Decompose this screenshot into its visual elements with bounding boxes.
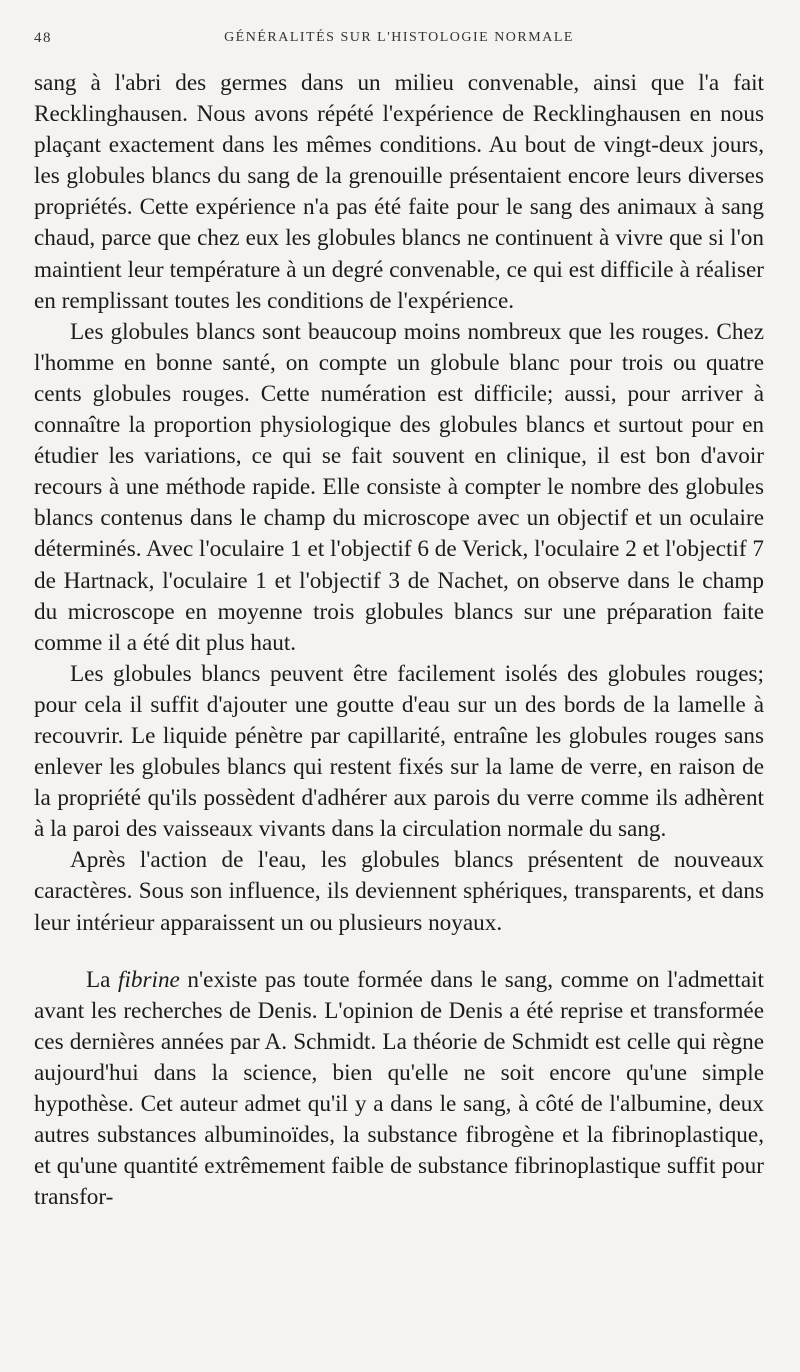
paragraph-4: Après l'action de l'eau, les globules blancs présentent de nouveaux caractères. Sous son influence, ils deviennent sphériques, transparents, et dans leur intérieur apparaissent un ou plusieurs noyaux. [34, 847, 764, 936]
running-header [34, 30, 764, 60]
fibrine-term: fibrine [118, 966, 180, 993]
paragraph-5-text: n'existe pas toute formée dans le sang, comme on l'admettait avant les recherches de Denis. L'opinion de Denis a été reprise et transformée ces dernières années par A. Schmidt. La théorie de Schmidt est celle qui règne aujourd'hui dans la science, bien qu'elle ne soit encore qu'une simple hypothèse. Cet auteur admet qu'il y a dans le sang, à côté de l'albumine, deux autres substances albuminoïdes, la substance fibrogène et la fibrinoplastique, et qu'une quantité extrêmement faible de substance fibrinoplastique suffit pour transfor- [34, 966, 764, 1211]
section-spacer [34, 939, 764, 965]
paragraph-5-lead: La [86, 966, 119, 993]
running-title: GÉNÉRALITÉS SUR L'HISTOLOGIE NORMALE [224, 30, 574, 45]
paragraph-5 [34, 965, 764, 1214]
paragraph-3: Les globules blancs peuvent être facilement isolés des globules rouges; pour cela il suffit d'ajouter une goutte d'eau sur un des bords de la lamelle à recouvrir. Le liquide pénètre par capillarité, entraîne les globules rouges sans enlever les globules blancs qui restent fixés sur la lame de verre, en raison de la propriété qu'ils possèdent d'adhérer aux parois du verre comme ils adhèrent à la paroi des vaisseaux vivants dans la circulation normale du sang. [34, 660, 764, 843]
paragraph-2: Les globules blancs sont beaucoup moins nombreux que les rouges. Chez l'homme en bonne santé, on compte un globule blanc pour trois ou quatre cents globules rouges. Cette numération est difficile; aussi, pour arriver à connaître la proportion physiologique des globules blancs et surtout pour en étudier les variations, ce qui se fait souvent en clinique, il est bon d'avoir recours à une méthode rapide. Elle consiste à compter le nombre des globules blancs contenus dans le champ du microscope avec un objectif et un oculaire déterminés. Avec l'oculaire 1 et l'objectif 6 de Verick, l'oculaire 2 et l'objectif 7 de Hartnack, l'oculaire 1 et l'objectif 3 de Nachet, on observe dans le champ du microscope en moyenne trois globules blancs sur une préparation faite comme il a été dit plus haut. [34, 318, 764, 656]
page-number: 48 [34, 30, 52, 46]
body-text [34, 68, 764, 1213]
paragraph-1: sang à l'abri des germes dans un milieu convenable, ainsi que l'a fait Recklinghausen. Nous avons répété l'expérience de Recklinghausen en nous plaçant exactement dans les mêmes conditions. Au bout de vingt-deux jours, les globules blancs du sang de la grenouille présentaient encore leurs diverses propriétés. Cette expérience n'a pas été faite pour le sang des animaux à sang chaud, parce que chez eux les globules blancs ne continuent à vivre que si l'on maintient leur température à un degré convenable, ce qui est difficile à réaliser en remplissant toutes les conditions de l'expérience. [34, 70, 764, 314]
